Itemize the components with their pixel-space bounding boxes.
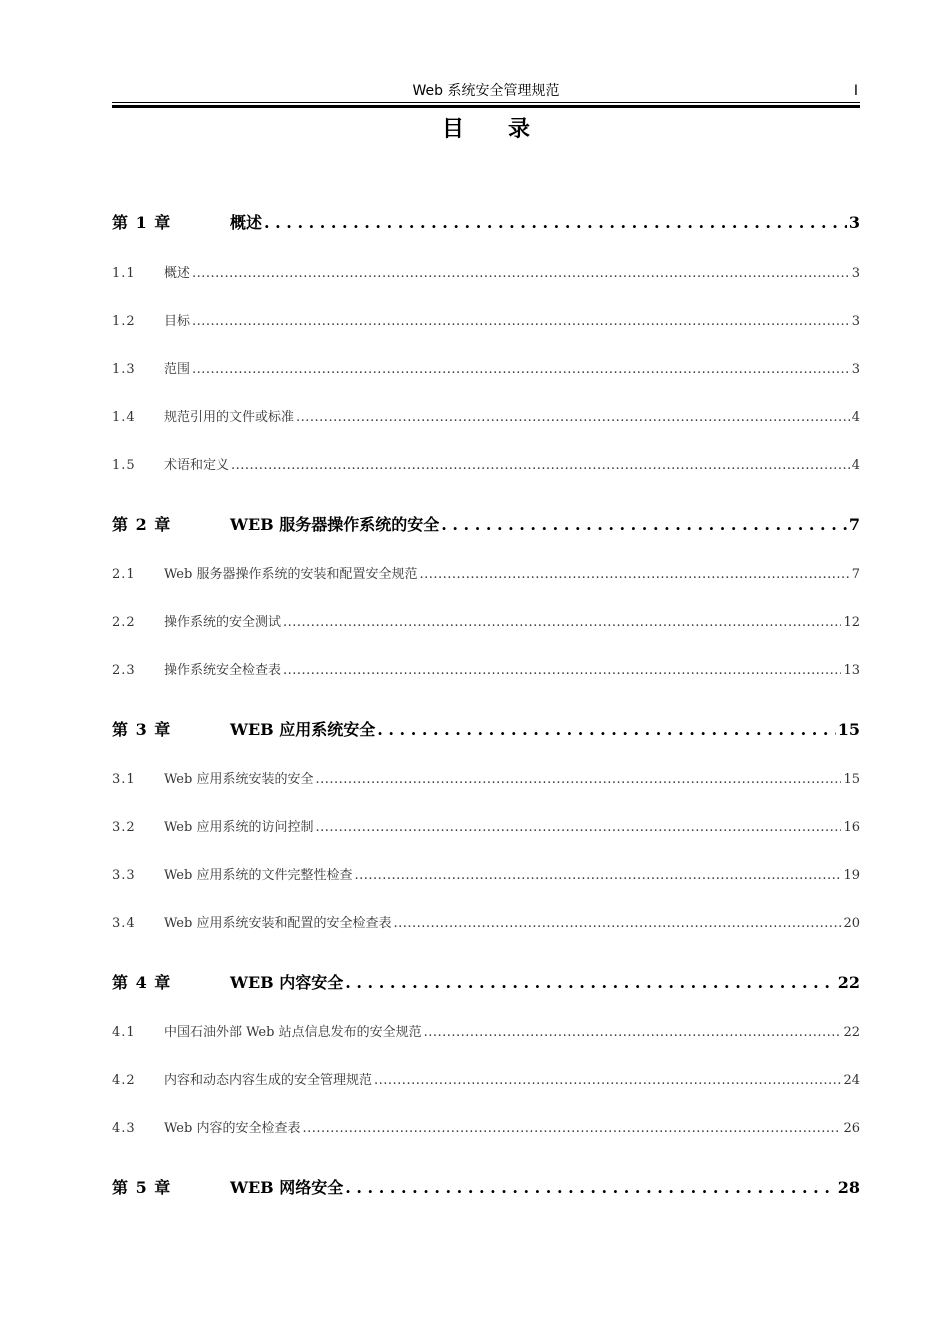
toc-section-number: 3.3 (112, 868, 136, 883)
toc-section-number: 1.3 (112, 362, 136, 377)
toc-leader-dots (424, 1023, 842, 1043)
toc-section-number: 1.5 (112, 458, 136, 473)
toc-page-number: 3 (851, 362, 860, 377)
toc-page-number: 15 (843, 772, 860, 787)
toc-section-number: 3.2 (112, 820, 136, 835)
toc-chapter-number: 第 3 章 (112, 720, 172, 739)
toc-section-number: 3.4 (112, 916, 136, 931)
toc-section-number: 2.1 (112, 567, 136, 582)
toc-chapter-number: 第 1 章 (112, 213, 172, 232)
toc-leader-dots (374, 1071, 841, 1091)
toc-leader-dots (419, 565, 849, 585)
toc-chapter-title: WEB 内容安全 (230, 973, 344, 992)
toc-section-number: 4.1 (112, 1025, 136, 1040)
toc-page-number: 3 (851, 314, 860, 329)
toc-page-number: 20 (843, 916, 860, 931)
toc-leader-dots (345, 971, 835, 995)
toc-page-number: 15 (837, 720, 860, 739)
toc-section-number: 2.2 (112, 615, 136, 630)
toc-section-title: 操作系统安全检查表 (164, 663, 282, 678)
toc-page-number: 4 (851, 458, 860, 473)
toc-page-number: 12 (843, 615, 860, 630)
toc-leader-dots (283, 661, 841, 681)
toc-page-number: 16 (843, 820, 860, 835)
toc-page-number: 24 (843, 1073, 860, 1088)
toc-chapter-1[interactable] (112, 211, 860, 235)
toc-chapter-5[interactable] (112, 1176, 860, 1200)
toc-page-number: 19 (843, 868, 860, 883)
toc-title: 目录 (441, 116, 574, 142)
toc-section-3-4[interactable] (112, 914, 860, 934)
toc-section-1-2[interactable] (112, 312, 860, 332)
toc-page-number: 13 (843, 663, 860, 678)
toc-section-number: 1.2 (112, 314, 136, 329)
toc-page-number: 22 (837, 973, 860, 992)
toc-section-title: 术语和定义 (164, 458, 230, 473)
toc-leader-dots (315, 770, 841, 790)
toc-chapter-title: WEB 服务器操作系统的安全 (230, 515, 440, 534)
toc-section-number: 4.3 (112, 1121, 136, 1136)
toc-leader-dots (354, 866, 841, 886)
toc-chapter-2[interactable] (112, 513, 860, 537)
toc-leader-dots (192, 312, 850, 332)
toc-section-3-2[interactable] (112, 818, 860, 838)
toc-leader-dots (296, 408, 850, 428)
toc-section-title: Web 服务器操作系统的安装和配置安全规范 (164, 567, 418, 582)
toc-section-2-2[interactable] (112, 613, 860, 633)
toc-section-1-3[interactable] (112, 360, 860, 380)
toc-section-title: 范围 (164, 362, 191, 377)
toc-leader-dots (441, 513, 847, 537)
toc-leader-dots (393, 914, 841, 934)
toc-page-number: 22 (843, 1025, 860, 1040)
toc-chapter-number: 第 2 章 (112, 515, 172, 534)
toc-leader-dots (315, 818, 841, 838)
toc-section-number: 2.3 (112, 663, 136, 678)
toc-section-title: 概述 (164, 266, 191, 281)
toc-chapter-number: 第 5 章 (112, 1178, 172, 1197)
toc-leader-dots (192, 264, 850, 284)
toc-section-4-1[interactable] (112, 1023, 860, 1043)
toc-section-number: 4.2 (112, 1073, 136, 1088)
header-page-number: I (853, 83, 858, 99)
toc-page-number: 26 (843, 1121, 860, 1136)
toc-section-title: Web 应用系统的文件完整性检查 (164, 868, 353, 883)
toc-chapter-4[interactable] (112, 971, 860, 995)
toc-section-1-1[interactable] (112, 264, 860, 284)
toc-leader-dots (264, 211, 847, 235)
toc-section-title: Web 内容的安全检查表 (164, 1121, 301, 1136)
toc-section-4-2[interactable] (112, 1071, 860, 1091)
toc-chapter-title: WEB 网络安全 (230, 1178, 344, 1197)
toc-page-number: 7 (851, 567, 860, 582)
toc-section-number: 3.1 (112, 772, 136, 787)
toc-leader-dots (283, 613, 841, 633)
toc-section-title: Web 应用系统安装和配置的安全检查表 (164, 916, 392, 931)
toc-leader-dots (377, 718, 835, 742)
toc-section-1-4[interactable] (112, 408, 860, 428)
toc-leader-dots (231, 456, 850, 476)
toc-section-title: 中国石油外部 Web 站点信息发布的安全规范 (164, 1025, 422, 1040)
toc-chapter-3[interactable] (112, 718, 860, 742)
toc-page-number: 28 (837, 1178, 860, 1197)
toc-page-number: 7 (848, 515, 860, 534)
header-title: Web 系统安全管理规范 (412, 83, 560, 99)
toc-chapter-title: WEB 应用系统安全 (230, 720, 376, 739)
page-header (112, 81, 860, 103)
toc-section-3-3[interactable] (112, 866, 860, 886)
toc-section-title: 操作系统的安全测试 (164, 615, 282, 630)
toc-chapter-title: 概述 (230, 213, 263, 232)
header-rule-thick (112, 105, 860, 108)
toc-section-title: 内容和动态内容生成的安全管理规范 (164, 1073, 373, 1088)
toc-section-4-3[interactable] (112, 1119, 860, 1139)
toc-section-title: 规范引用的文件或标准 (164, 410, 295, 425)
toc-section-title: 目标 (164, 314, 191, 329)
toc-page-number: 3 (848, 213, 860, 232)
toc-page-number: 4 (851, 410, 860, 425)
toc-section-number: 1.4 (112, 410, 136, 425)
toc-section-number: 1.1 (112, 266, 136, 281)
toc-section-title: Web 应用系统安装的安全 (164, 772, 314, 787)
toc-section-3-1[interactable] (112, 770, 860, 790)
toc-leader-dots (302, 1119, 841, 1139)
toc-page-number: 3 (851, 266, 860, 281)
toc-leader-dots (192, 360, 850, 380)
toc-section-1-5[interactable] (112, 456, 860, 476)
header-rule-thin (112, 102, 860, 103)
toc-chapter-number: 第 4 章 (112, 973, 172, 992)
toc-leader-dots (345, 1176, 835, 1200)
toc-section-2-1[interactable] (112, 565, 860, 585)
toc-section-title: Web 应用系统的访问控制 (164, 820, 314, 835)
toc-section-2-3[interactable] (112, 661, 860, 681)
